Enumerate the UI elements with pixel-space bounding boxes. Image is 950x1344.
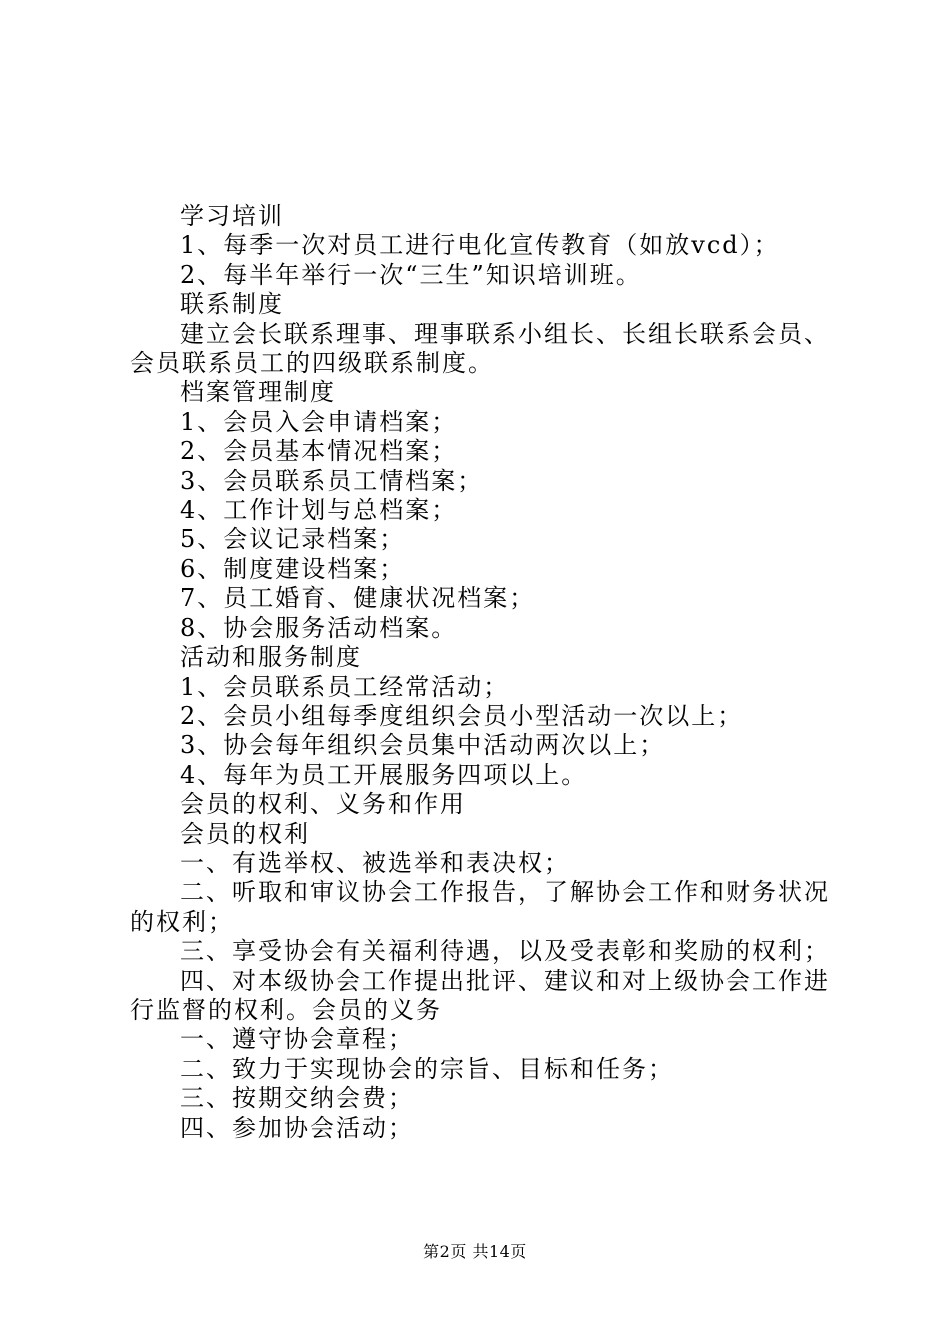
list-item: 4、每年为员工开展服务四项以上。: [180, 760, 588, 789]
list-item: 2、会员小组每季度组织会员小型活动一次以上；: [180, 701, 744, 730]
list-item: 5、会议记录档案；: [180, 525, 406, 554]
body-paragraph: 1、每季一次对员工进行电化宣传教育（如放vcd）；: [180, 231, 780, 260]
list-item: 三、按期交纳会费；: [180, 1084, 414, 1113]
body-paragraph: 2、每半年举行一次“三生”知识培训班。: [180, 260, 642, 289]
list-item: 3、协会每年组织会员集中活动两次以上；: [180, 731, 666, 760]
list-item: 二、致力于实现协会的宗旨、目标和任务；: [180, 1054, 674, 1083]
list-item: 4、工作计划与总档案；: [180, 496, 458, 525]
list-item: 1、会员联系员工经常活动；: [180, 672, 510, 701]
section-heading: 档案管理制度: [180, 378, 336, 407]
list-item: 四、参加协会活动；: [180, 1113, 414, 1142]
list-item: 3、会员联系员工情档案；: [180, 466, 484, 495]
page-number-footer: 第2页 共14页: [423, 1242, 527, 1261]
list-item: 一、遵守协会章程；: [180, 1025, 414, 1054]
list-item: 四、对本级协会工作提出批评、建议和对上级协会工作进行监督的权利。会员的义务: [130, 966, 830, 1024]
list-item: 1、会员入会申请档案；: [180, 407, 458, 436]
list-item: 2、会员基本情况档案；: [180, 437, 458, 466]
section-heading: 会员的权利: [180, 819, 310, 848]
section-heading: 学习培训: [180, 202, 284, 230]
section-heading: 活动和服务制度: [180, 643, 362, 672]
document-body: [130, 202, 832, 1143]
list-item: 一、有选举权、被选举和表决权；: [180, 848, 570, 877]
list-item: 三、享受协会有关福利待遇，以及受表彰和奖励的权利；: [180, 937, 830, 966]
body-paragraph: 建立会长联系理事、理事联系小组长、长组长联系会员、会员联系员工的四级联系制度。: [130, 319, 830, 378]
list-item: 二、听取和审议协会工作报告，了解协会工作和财务状况的权利；: [130, 878, 830, 936]
list-item: 8、协会服务活动档案。: [180, 613, 458, 642]
list-item: 7、员工婚育、健康状况档案；: [180, 584, 536, 613]
section-heading: 联系制度: [180, 290, 284, 319]
section-heading: 会员的权利、义务和作用: [180, 790, 466, 819]
list-item: 6、制度建设档案；: [180, 554, 406, 583]
